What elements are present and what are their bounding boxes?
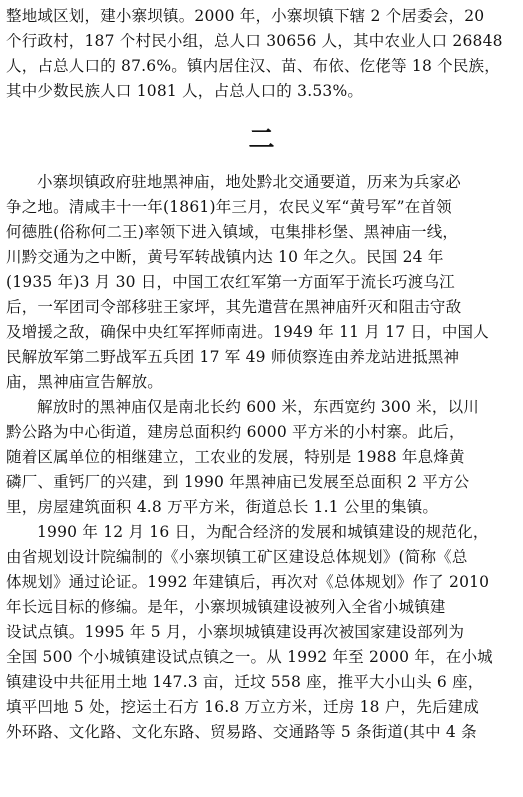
text-line: 由省规划设计院编制的《小寨坝镇工矿区建设总体规划》(简称《总 — [6, 548, 468, 566]
text-line: 川黔交通为之中断，黄号军转战镇内达 10 年之久。民国 24 年 — [6, 248, 444, 266]
paragraph-liberation — [6, 395, 517, 520]
text-line: 镇建设中共征用土地 147.3 亩，迁坟 558 座，推平大小山头 6 座， — [6, 673, 484, 691]
text-line: 及增援之敌，确保中央红军挥师南进。1949 年 11 月 17 日，中国人 — [6, 323, 489, 341]
text-line: 何德胜(俗称何二王)率领下进入镇域，屯集排杉堡、黑神庙一线， — [6, 223, 459, 241]
text-line: 小寨坝镇政府驻地黑神庙，地处黔北交通要道，历来为兵家必 — [37, 173, 461, 191]
text-line: 里，房屋建筑面积 4.8 万平方米，街道总长 1.1 公里的集镇。 — [6, 498, 439, 516]
text-line: 整地域区划，建小寨坝镇。2000 年，小寨坝镇下辖 2 个居委会，20 — [6, 7, 485, 25]
text-line: 随着区属单位的相继建立，工农业的发展，特别是 1988 年息烽黄 — [6, 448, 465, 466]
paragraph-planning — [6, 520, 517, 745]
text-line: 填平凹地 5 处，挖运土石方 16.8 万立方米，迁房 18 户，先后建成 — [6, 698, 480, 716]
text-line: 外环路、文化路、文化东路、贸易路、交通路等 5 条街道(其中 4 条 — [6, 723, 477, 741]
text-line: 后，一军团司令部移驻王家坪，其先遣营在黑神庙歼灭和阻击守敌 — [6, 298, 462, 316]
text-line: 年长远目标的修编。是年，小寨坝城镇建设被列入全省小城镇建 — [6, 598, 446, 616]
text-line: 设试点镇。1995 年 5 月，小寨坝城镇建设再次被国家建设部列为 — [6, 623, 465, 641]
text-line: 其中少数民族人口 1081 人，占总人口的 3.53%。 — [6, 82, 364, 100]
text-line: 人，占总人口的 87.6%。镇内居住汉、苗、布依、仡佬等 18 个民族， — [6, 57, 500, 75]
text-line: 黔公路为中心街道，建房总面积约 6000 平方米的小村寨。此后， — [6, 423, 465, 441]
text-line: 个行政村，187 个村民小组，总人口 30656 人，其中农业人口 26848 — [6, 32, 503, 50]
section-heading: 二 — [248, 125, 275, 155]
text-line: 民解放军第二野战军五兵团 17 军 49 师侦察连由养龙站进抵黑神 — [6, 348, 460, 366]
text-line: 体规划》通过论证。1992 年建镇后，再次对《总体规划》作了 2010 — [6, 573, 490, 591]
text-line: 全国 500 个小城镇建设试点镇之一。从 1992 年至 2000 年，在小城 — [6, 648, 493, 666]
text-line: 解放时的黑神庙仅是南北长约 600 米，东西宽约 300 米，以川 — [37, 398, 479, 416]
text-line: 庙，黑神庙宣告解放。 — [6, 373, 164, 391]
text-line: (1935 年)3 月 30 日，中国工农红军第一方面军于流长巧渡乌江 — [6, 273, 455, 291]
paragraph-history — [6, 170, 517, 395]
text-line: 磷厂、重钙厂的兴建，到 1990 年黑神庙已发展至总面积 2 平方公 — [6, 473, 470, 491]
text-line: 1990 年 12 月 16 日，为配合经济的发展和城镇建设的规范化， — [37, 523, 489, 541]
text-line: 争之地。清咸丰十一年(1861)年三月，农民义军“黄号军”在首领 — [6, 198, 452, 216]
paragraph-intro — [6, 4, 517, 104]
